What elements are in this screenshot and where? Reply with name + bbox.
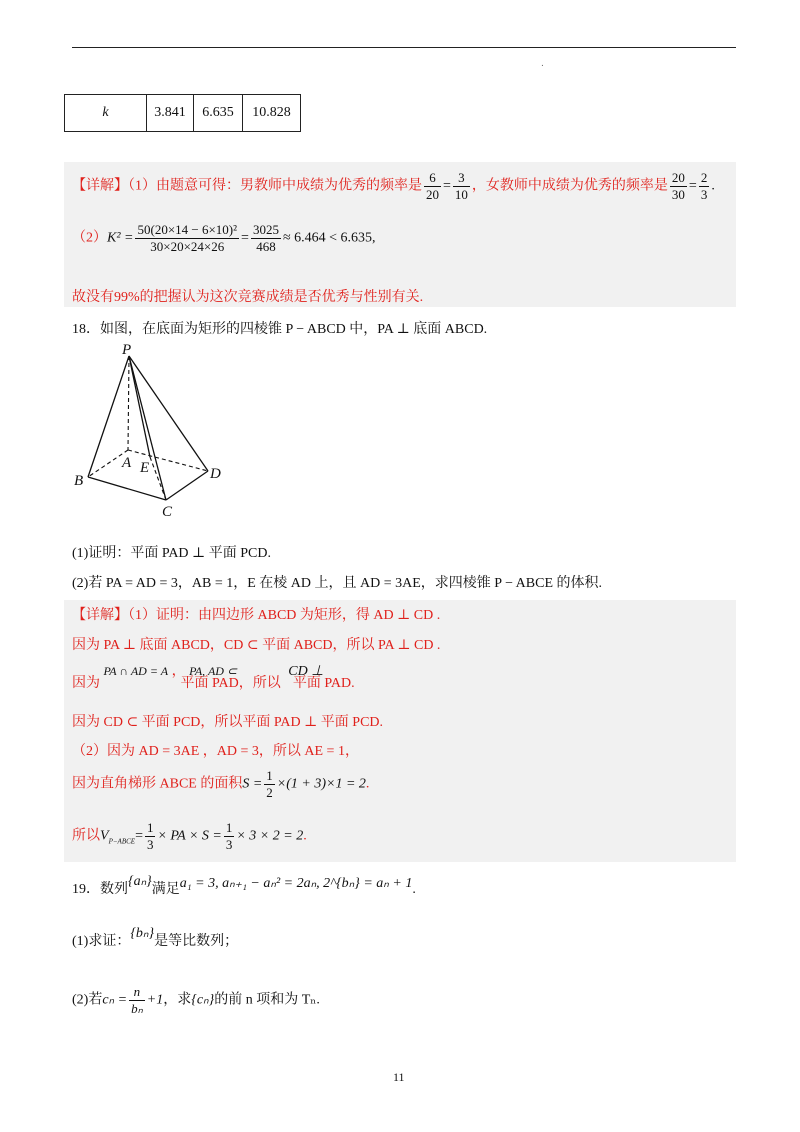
fraction: $\frac{n}{\text{bₙ}}$ (131, 984, 143, 1016)
label-A: A (122, 455, 132, 471)
critical-value-table (64, 94, 301, 132)
q18-part1: (1)证明：平面 PAD ⊥ 平面 PCD. (72, 546, 271, 561)
header-rule (72, 47, 736, 48)
fraction: $\frac{1}{3}$ (225, 820, 233, 852)
edge-CD (166, 471, 208, 500)
header-dot: . (541, 59, 544, 69)
edge-BC (88, 477, 166, 500)
fraction: $\frac{20}{30}$ (671, 170, 685, 202)
label-D: D (210, 466, 221, 482)
fraction: $\frac{1}{2}$ (266, 768, 273, 800)
sol18-line2: 因为 PA ⊥ 底面 ABCD，CD ⊂ 平面 ABCD，所以 PA ⊥ CD . (72, 638, 441, 653)
q19-stem: 19．数列{aₙ}满足a₁ = 3, aₙ₊₁ − aₙ² = 2aₙ, 2^{bₙ} = aₙ + 1. (72, 874, 416, 897)
sol17-line2: （2）K² = $\frac{\text{50(20×14 − 6×10)²}}{30\times 20\times 24\times 26}$ = $\frac{3025}{468}$ ≈ 6.464 < 6.635, (72, 222, 376, 254)
sol18-line1: 【详解】（1）证明：由四边形 ABCD 为矩形，得 AD ⊥ CD . (72, 608, 441, 623)
fraction: $\frac{3025}{468}$ (252, 222, 279, 254)
sol17-intro: 【详解】（1）由题意可得：男教师中成绩为优秀的频率是 (72, 178, 422, 194)
edge-PA-hidden (128, 356, 129, 450)
sol18-line6: 因为直角梯形 ABCE 的面积S = $\frac{1}{2}$ ×(1 + 3)×1 = 2. (72, 768, 370, 800)
table-row (65, 95, 301, 132)
fraction: $\frac{1}{3}$ (146, 820, 154, 852)
sol18-line5: （2）因为 AD = 3AE ，AD = 3，所以 AE = 1， (72, 744, 359, 759)
edge-PC (129, 356, 166, 500)
pyramid-figure (70, 340, 240, 520)
q19-part2: (2)若cₙ = $\frac{n}{\text{bₙ}}$ +1，求{cₙ}的前 n 项和为 Tₙ. (72, 984, 320, 1016)
fraction: $\frac{3}{10}$ (454, 170, 468, 202)
table-cell: 10.828 (243, 95, 301, 132)
approx-value: ≈ 6.464 < 6.635 (282, 230, 373, 246)
fraction: $\frac{2}{3}$ (700, 170, 708, 202)
sol18-line7: 所以$V_{P-ABCE}=$ $\frac{1}{3}$ × PA × S = $\frac{1}{3}$ × 3 × 2 = 2. (72, 820, 307, 852)
sol18-line3: 因为 PA ∩ AD = A ， PA, AD ⊂ 平面 PAD，所以 CD ⊥ 平面 PAD. (72, 664, 355, 691)
fraction: $\frac{6}{20}$ (426, 170, 439, 202)
sol17-part2-label: （2） (72, 230, 107, 246)
table-cell: 6.635 (194, 95, 243, 132)
sol17-mid: ，女教师中成绩为优秀的频率是 (471, 178, 668, 194)
k-squared: K² = (107, 230, 134, 246)
table-cell: 3.841 (147, 95, 194, 132)
label-E: E (140, 460, 150, 476)
sol17-conclusion: 故没有99%的把握认为这次竞赛成绩是否优秀与性别有关. (72, 290, 424, 305)
edge-EC-hidden (150, 457, 166, 500)
sol17-line1: 【详解】（1）由题意可得：男教师中成绩为优秀的频率是 $\frac{6}{20}$ = $\frac{3}{10}$ ，女教师中成绩为优秀的频率是 $\frac{20}{30}$ = $\frac{2}{3}$ . (72, 170, 715, 202)
label-B: B (74, 473, 84, 489)
table-cell-k: k (65, 95, 147, 132)
big-fraction: $\frac{\text{50(20×14 − 6×10)²}}{30\times 20\times 24\times 26}$ (137, 222, 238, 254)
label-C: C (162, 504, 173, 520)
q18-stem: 18．如图，在底面为矩形的四棱锥 P − ABCD 中，PA ⊥ 底面 ABCD. (72, 322, 488, 337)
q19-part1: (1)求证：{bₙ}是等比数列； (72, 926, 239, 949)
page-number: 11 (393, 1070, 405, 1084)
q18-part2: (2)若 PA = AD = 3，AB = 1，E 在棱 AD 上，且 AD = 3AE，求四棱锥 P − ABCE 的体积. (72, 576, 603, 591)
sol18-line4: 因为 CD ⊂ 平面 PCD，所以平面 PAD ⊥ 平面 PCD. (72, 715, 384, 730)
label-P: P (122, 342, 132, 358)
